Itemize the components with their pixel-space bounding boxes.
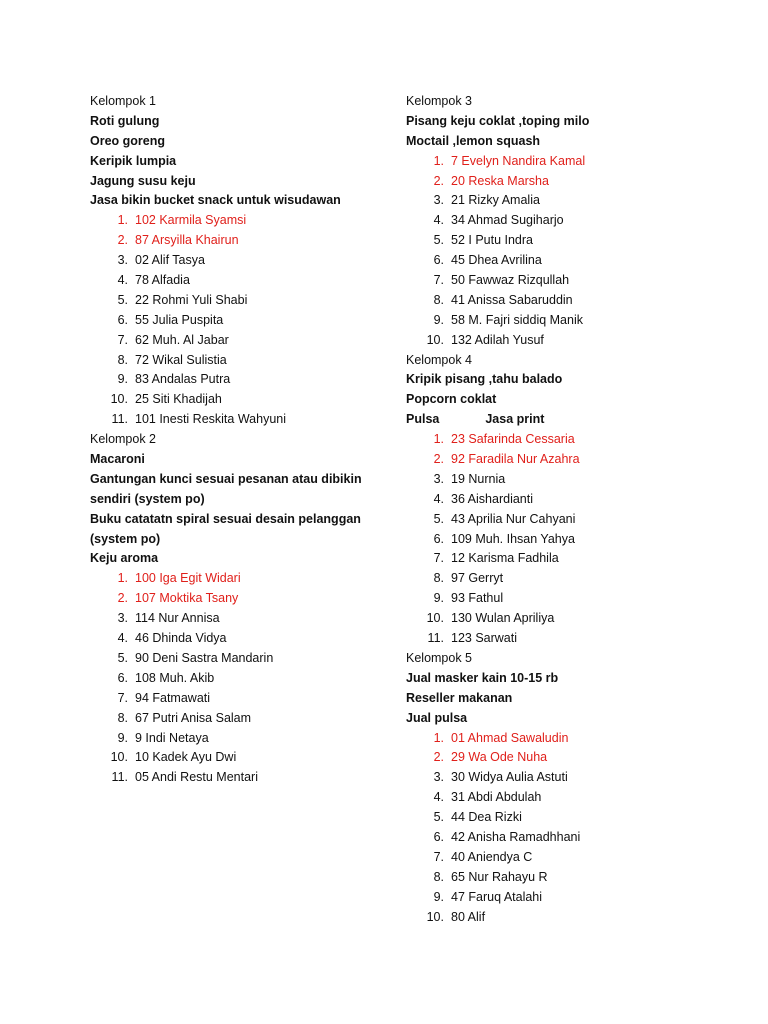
member-number: 7. — [433, 273, 444, 288]
member-name: 80 Alif — [451, 909, 486, 924]
member-number: 5. — [433, 233, 444, 248]
member-item — [90, 271, 390, 291]
member-number: 5. — [117, 650, 128, 665]
left-column — [90, 92, 390, 788]
member-item — [406, 211, 706, 231]
member-item — [90, 370, 390, 390]
member-name: 22 Rohmi Yuli Shabi — [135, 292, 248, 307]
pulsa-label: Pulsa — [406, 412, 440, 427]
member-item — [90, 649, 390, 669]
member-item — [90, 669, 390, 689]
member-name: 72 Wikal Sulistia — [135, 352, 227, 367]
leader-member-item — [90, 589, 390, 609]
group-3-products — [406, 112, 706, 152]
member-number: 8. — [433, 869, 444, 884]
product-line: Pisang keju coklat ,toping milo — [406, 113, 590, 128]
member-number: 7. — [433, 551, 444, 566]
member-number: 3. — [433, 770, 444, 785]
member-number: 7. — [117, 690, 128, 705]
product-line: Popcorn coklat — [406, 392, 497, 407]
group-title: Kelompok 1 — [90, 94, 157, 108]
member-name: 21 Rizky Amalia — [451, 193, 540, 208]
member-name: 12 Karisma Fadhila — [451, 551, 559, 566]
group-2-members — [90, 569, 390, 788]
member-number: 6. — [433, 531, 444, 546]
member-number: 3. — [117, 253, 128, 268]
member-item — [406, 808, 706, 828]
member-number: 6. — [117, 670, 128, 685]
member-item — [406, 569, 706, 589]
member-name: 47 Faruq Atalahi — [451, 889, 543, 904]
member-name: 102 Karmila Syamsi — [135, 213, 247, 228]
leader-member-item — [90, 231, 390, 251]
member-name: 02 Alif Tasya — [135, 253, 205, 268]
member-number: 2. — [117, 233, 128, 248]
member-item — [90, 311, 390, 331]
product-line: Buku catatatn spiral sesuai desain pelanggan — [90, 511, 361, 526]
member-name: 43 Aprilia Nur Cahyani — [451, 511, 576, 526]
member-name: 65 Nur Rahayu R — [451, 869, 548, 884]
product-line: Kripik pisang ,tahu balado — [406, 372, 563, 387]
member-name: 123 Sarwati — [451, 631, 518, 646]
product-line: Jagung susu keju — [90, 173, 196, 188]
member-item — [90, 768, 390, 788]
product-line: Jual masker kain 10-15 rb — [406, 670, 559, 685]
member-number: 5. — [117, 292, 128, 307]
leader-member-item — [406, 450, 706, 470]
member-number: 1. — [433, 432, 444, 447]
leader-member-item — [406, 152, 706, 172]
leader-member-item — [406, 729, 706, 749]
leader-member-item — [90, 569, 390, 589]
member-item — [90, 390, 390, 410]
member-name: 7 Evelyn Nandira Kamal — [451, 153, 586, 168]
member-name: 62 Muh. Al Jabar — [135, 332, 229, 347]
member-number: 2. — [433, 750, 444, 765]
member-name: 52 I Putu Indra — [451, 233, 534, 248]
member-number: 9. — [117, 372, 128, 387]
member-number: 4. — [433, 213, 444, 228]
member-number: 1. — [117, 213, 128, 228]
member-number: 3. — [433, 193, 444, 208]
member-name: 29 Wa Ode Nuha — [451, 750, 548, 765]
member-item — [406, 888, 706, 908]
leader-member-item — [406, 430, 706, 450]
group-title: Kelompok 4 — [406, 352, 473, 367]
member-name: 45 Dhea Avrilina — [451, 253, 542, 268]
member-name: 19 Nurnia — [451, 471, 506, 486]
member-name: 109 Muh. Ihsan Yahya — [451, 531, 575, 546]
member-item — [406, 908, 706, 928]
product-line: Moctail ,lemon squash — [406, 133, 541, 148]
member-name: 92 Faradila Nur Azahra — [451, 452, 580, 467]
product-line: Roti gulung — [90, 113, 160, 128]
member-number: 4. — [433, 790, 444, 805]
leader-member-item — [406, 172, 706, 192]
member-item — [406, 251, 706, 271]
member-number: 4. — [433, 491, 444, 506]
member-number: 6. — [433, 829, 444, 844]
member-number: 6. — [117, 312, 128, 327]
member-name: 46 Dhinda Vidya — [135, 631, 227, 646]
group-4-members — [406, 430, 706, 649]
group-3-members — [406, 152, 706, 351]
member-name: 25 Siti Khadijah — [135, 392, 222, 407]
member-name: 90 Deni Sastra Mandarin — [135, 650, 274, 665]
member-number: 10. — [426, 611, 444, 626]
member-name: 114 Nur Annisa — [135, 611, 220, 626]
member-item — [90, 748, 390, 768]
member-name: 67 Putri Anisa Salam — [135, 710, 252, 725]
member-item — [90, 331, 390, 351]
member-number: 10. — [426, 332, 444, 347]
member-item — [406, 828, 706, 848]
member-number: 11. — [111, 770, 128, 785]
product-line: Jual pulsa — [406, 710, 468, 725]
member-item — [406, 291, 706, 311]
group-title: Kelompok 3 — [406, 94, 473, 108]
member-number: 1. — [433, 730, 444, 745]
jasa-print-label: Jasa print — [485, 412, 545, 427]
group-title: Kelompok 2 — [90, 432, 157, 447]
member-item — [90, 351, 390, 371]
member-number: 1. — [117, 571, 128, 586]
member-item — [90, 629, 390, 649]
group-1-products — [90, 112, 390, 211]
member-number: 2. — [433, 173, 444, 188]
member-name: 87 Arsyilla Khairun — [135, 233, 239, 248]
member-item — [406, 490, 706, 510]
member-name: 05 Andi Restu Mentari — [135, 770, 258, 785]
member-item — [90, 609, 390, 629]
product-line: Gantungan kunci sesuai pesanan atau dibikin — [90, 471, 362, 486]
leader-member-item — [406, 748, 706, 768]
product-line: (system po) — [90, 531, 161, 546]
member-number: 8. — [117, 352, 128, 367]
member-item — [406, 768, 706, 788]
member-name: 10 Kadek Ayu Dwi — [135, 750, 237, 765]
member-item — [90, 291, 390, 311]
member-item — [406, 231, 706, 251]
member-name: 132 Adilah Yusuf — [451, 332, 544, 347]
member-number: 2. — [433, 452, 444, 467]
member-item — [406, 530, 706, 550]
member-name: 23 Safarinda Cessaria — [451, 432, 575, 447]
member-number: 4. — [117, 631, 128, 646]
member-number: 10. — [110, 750, 128, 765]
member-name: 101 Inesti Reskita Wahyuni — [135, 412, 287, 427]
member-name: 94 Fatmawati — [135, 690, 211, 705]
group-5-products — [406, 669, 706, 729]
group-5-members — [406, 729, 706, 928]
member-name: 83 Andalas Putra — [135, 372, 231, 387]
member-item — [90, 709, 390, 729]
member-name: 107 Moktika Tsany — [135, 591, 239, 606]
member-item — [90, 729, 390, 749]
member-number: 4. — [117, 273, 128, 288]
member-name: 58 M. Fajri siddiq Manik — [451, 312, 583, 327]
member-number: 5. — [433, 511, 444, 526]
member-number: 9. — [433, 889, 444, 904]
member-name: 130 Wulan Apriliya — [451, 611, 555, 626]
member-number: 11. — [427, 631, 444, 646]
member-item — [406, 331, 706, 351]
member-number: 11. — [111, 412, 128, 427]
member-name: 100 Iga Egit Widari — [135, 571, 241, 586]
member-number: 8. — [433, 292, 444, 307]
member-item — [406, 191, 706, 211]
member-name: 40 Aniendya C — [451, 849, 533, 864]
product-line: Reseller makanan — [406, 690, 513, 705]
member-name: 50 Fawwaz Rizqullah — [451, 273, 570, 288]
member-number: 3. — [117, 611, 128, 626]
member-name: 9 Indi Netaya — [135, 730, 209, 745]
member-item — [406, 848, 706, 868]
member-number: 8. — [433, 571, 444, 586]
member-name: 01 Ahmad Sawaludin — [451, 730, 569, 745]
member-item — [406, 788, 706, 808]
member-item — [406, 589, 706, 609]
group-2-products — [90, 450, 390, 569]
member-name: 108 Muh. Akib — [135, 670, 215, 685]
group-title: Kelompok 5 — [406, 650, 473, 665]
member-item — [406, 868, 706, 888]
member-item — [406, 629, 706, 649]
member-name: 42 Anisha Ramadhhani — [451, 829, 581, 844]
member-name: 34 Ahmad Sugiharjo — [451, 213, 564, 228]
product-line: Keripik lumpia — [90, 153, 177, 168]
member-number: 9. — [117, 730, 128, 745]
leader-member-item — [90, 211, 390, 231]
product-line: Jasa bikin bucket snack untuk wisudawan — [90, 193, 341, 208]
group-1-members — [90, 211, 390, 430]
member-item — [406, 510, 706, 530]
member-number: 6. — [433, 253, 444, 268]
product-line: Macaroni — [90, 452, 145, 467]
member-name: 31 Abdi Abdulah — [451, 790, 542, 805]
member-item — [90, 689, 390, 709]
member-number: 10. — [110, 392, 128, 407]
member-number: 8. — [117, 710, 128, 725]
product-line: Keju aroma — [90, 551, 159, 566]
right-column — [406, 92, 706, 927]
member-name: 93 Fathul — [451, 591, 504, 606]
member-item — [406, 271, 706, 291]
member-number: 9. — [433, 591, 444, 606]
member-name: 41 Anissa Sabaruddin — [451, 292, 573, 307]
product-line: Oreo goreng — [90, 133, 166, 148]
member-number: 3. — [433, 471, 444, 486]
member-item — [90, 410, 390, 430]
member-name: 30 Widya Aulia Astuti — [451, 770, 568, 785]
member-name: 20 Reska Marsha — [451, 173, 549, 188]
member-item — [90, 251, 390, 271]
product-line: sendiri (system po) — [90, 491, 205, 506]
member-number: 1. — [433, 153, 444, 168]
member-number: 7. — [433, 849, 444, 864]
member-number: 9. — [433, 312, 444, 327]
member-item — [406, 311, 706, 331]
member-number: 7. — [117, 332, 128, 347]
group-4-products — [406, 370, 706, 410]
pulsa-row — [406, 410, 706, 430]
member-item — [406, 609, 706, 629]
member-item — [406, 470, 706, 490]
member-item — [406, 549, 706, 569]
member-number: 10. — [426, 909, 444, 924]
member-name: 78 Alfadia — [135, 273, 190, 288]
member-number: 5. — [433, 810, 444, 825]
member-name: 97 Gerryt — [451, 571, 504, 586]
member-name: 44 Dea Rizki — [451, 810, 522, 825]
member-name: 55 Julia Puspita — [135, 312, 224, 327]
member-name: 36 Aishardianti — [451, 491, 534, 506]
member-number: 2. — [117, 591, 128, 606]
